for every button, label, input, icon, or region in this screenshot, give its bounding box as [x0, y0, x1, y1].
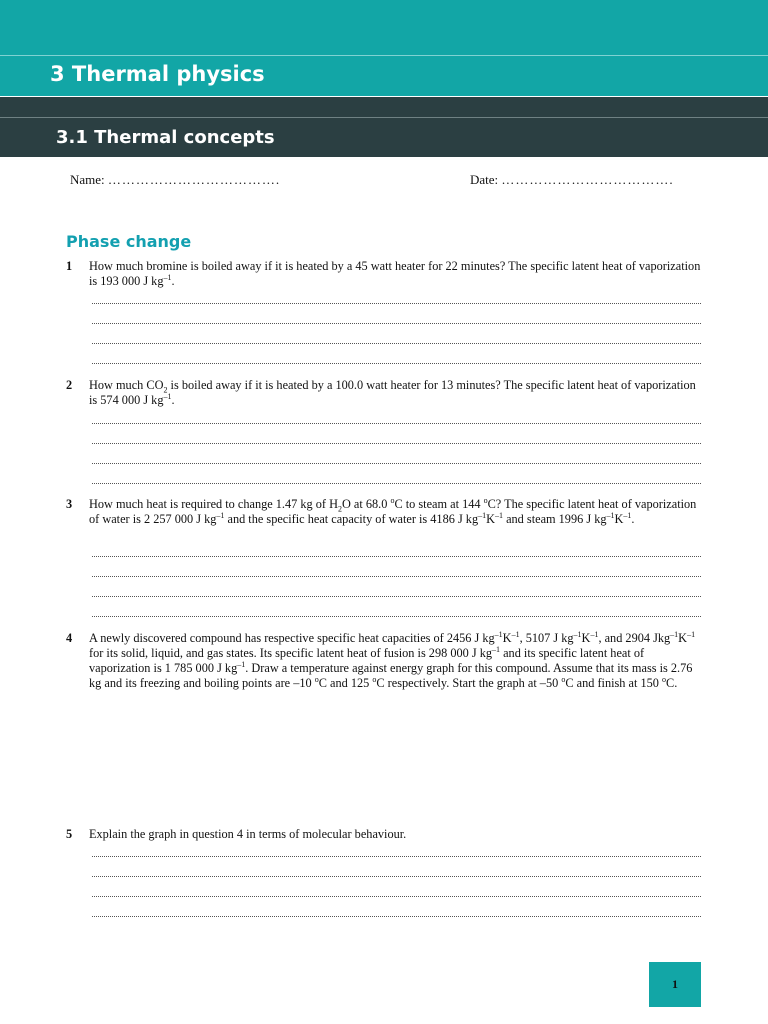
answer-line[interactable] — [92, 443, 701, 444]
answer-line[interactable] — [92, 463, 701, 464]
question-text: How much bromine is boiled away if it is heated by a 45 watt heater for 22 minutes? The specific latent heat of vaporization is 193 000 J $kg^{-1}$. — [89, 259, 701, 288]
answer-line[interactable] — [92, 876, 701, 877]
date-field[interactable] — [470, 172, 674, 188]
answer-line[interactable] — [92, 423, 701, 424]
page-number-box — [649, 962, 701, 1007]
section-title: 3.1 Thermal concepts — [56, 127, 275, 148]
question-2 — [66, 378, 706, 408]
header-rule — [0, 55, 768, 56]
answer-line[interactable] — [92, 856, 701, 857]
section-rule — [0, 117, 768, 118]
answer-line[interactable] — [92, 896, 701, 897]
page-number: 1 — [672, 977, 678, 991]
question-number: 1 — [66, 259, 73, 273]
chapter-title: 3 Thermal physics — [50, 62, 265, 86]
answer-line[interactable] — [92, 303, 701, 304]
answer-line[interactable] — [92, 343, 701, 344]
section-heading: Phase change — [66, 232, 192, 251]
question-text: A newly discovered compound has respective specific heat capacities of 2456 J $kg^{-1}K^{-1}$, 5107 J $kg^{-1}K^{-1}$, and 2904 $Jkg^{-1}K^{-1}$ for its solid, liquid, and gas states. Its specific latent heat of fusion is 298 000 J $kg^{-1}$ and its specific latent heat of vaporization is 1 785 000 J $kg^{-1}$. Draw a temperature against energy graph for this compound. Assume that its mass is 2.76 kg and its freezing and boiling points are –10 $^o$C and 125 $^o$C respectively. Start the graph at –50 $^o$C and finish at 150 $^o$C. — [89, 629, 696, 690]
name-label: Name: — [70, 172, 105, 187]
date-blank: ………………………………. — [501, 172, 674, 187]
question-5 — [66, 827, 706, 842]
answer-line[interactable] — [92, 483, 701, 484]
question-number: 5 — [66, 827, 73, 841]
answer-line[interactable] — [92, 576, 701, 577]
question-1 — [66, 259, 706, 289]
answer-line[interactable] — [92, 596, 701, 597]
answer-line[interactable] — [92, 556, 701, 557]
answer-line[interactable] — [92, 323, 701, 324]
question-number: 3 — [66, 497, 73, 511]
question-text: How much $CO_2$ is boiled away if it is heated by a 100.0 watt heater for 13 minutes? The specific latent heat of vaporization is 574 000 J $kg^{-1}$. — [89, 378, 696, 407]
answer-line[interactable] — [92, 916, 701, 917]
question-number: 2 — [66, 378, 73, 392]
question-3 — [66, 497, 706, 527]
question-4 — [66, 631, 706, 691]
name-field[interactable] — [70, 172, 280, 188]
question-text: How much heat is required to change 1.47 kg of $H_2O$ at 68.0 $^o$C to steam at 144 $^o$C? The specific latent heat of vaporization of water is 2 257 000 J $kg^{-1}$ and the specific heat capacity of water is 4186 J $kg^{-1}K^{-1}$ and steam 1996 J $kg^{-1}K^{-1}$. — [89, 495, 697, 526]
date-label: Date: — [470, 172, 499, 187]
question-text: Explain the graph in question 4 in terms of molecular behaviour. — [89, 827, 407, 841]
question-number: 4 — [66, 631, 73, 645]
answer-line[interactable] — [92, 363, 701, 364]
name-blank: ………………………………. — [107, 172, 281, 187]
answer-line[interactable] — [92, 616, 701, 617]
